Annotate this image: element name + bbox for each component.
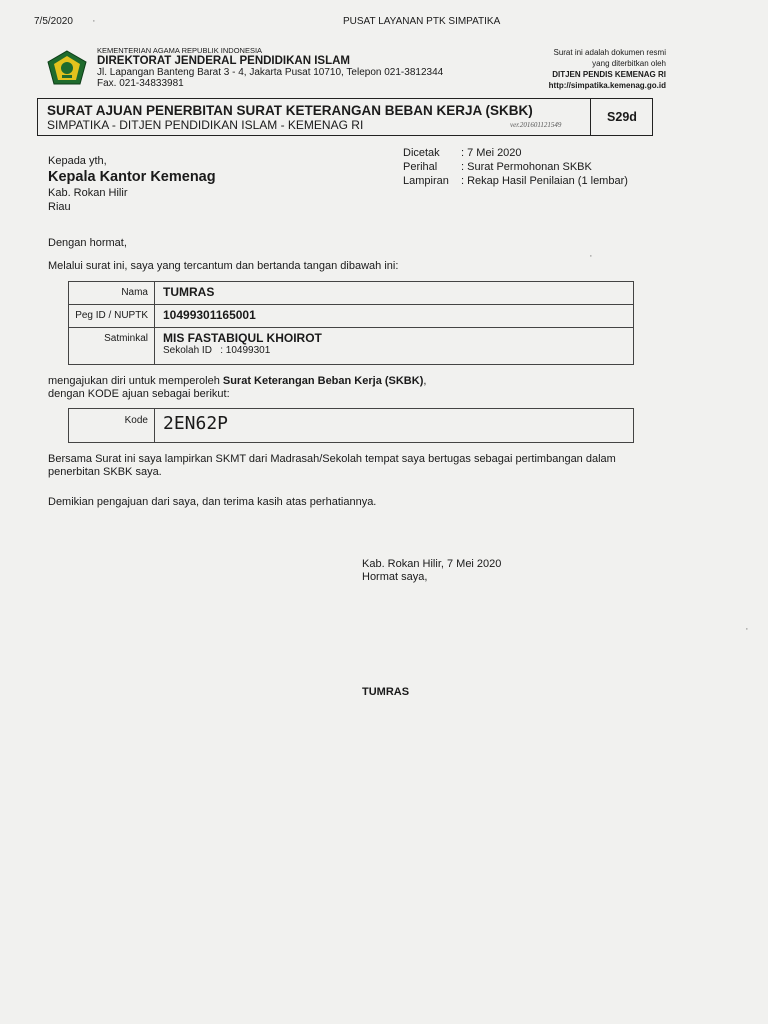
- notice-line: yang diterbitkan oleh: [592, 59, 666, 68]
- kode-label: Kode: [69, 409, 155, 442]
- kemenag-logo-icon: [46, 50, 88, 86]
- recipient-block: [48, 154, 216, 214]
- identity-table: [68, 281, 634, 365]
- kode-value: 2EN62P: [163, 413, 229, 434]
- closing-paragraph: Demikian pengajuan dari saya, dan terima kasih atas perhatiannya.: [48, 496, 377, 508]
- address: Jl. Lapangan Banteng Barat 3 - 4, Jakarta Pusat 10710, Telepon 021-3812344: [97, 67, 444, 78]
- meta-value: : Rekap Hasil Penilaian (1 lembar): [461, 175, 628, 187]
- letter-meta: [403, 146, 628, 188]
- official-notice: [549, 47, 666, 91]
- document-title: SURAT AJUAN PENERBITAN SURAT KETERANGAN BEBAN KERJA (SKBK): [47, 103, 533, 118]
- meta-value: : 7 Mei 2020: [461, 147, 522, 159]
- regards: Hormat saya,: [362, 571, 428, 583]
- recipient-city: Kab. Rokan Hilir: [48, 187, 128, 199]
- meta-value: : Surat Permohonan SKBK: [461, 161, 592, 173]
- field-label: Satminkal: [69, 328, 155, 364]
- place-date: Kab. Rokan Hilir, 7 Mei 2020: [362, 558, 502, 570]
- notice-url: http://simpatika.kemenag.go.id: [548, 81, 666, 90]
- attachment-text: Bersama Surat ini saya lampirkan SKMT dari Madrasah/Sekolah tempat saya bertugas sebagai pertimbangan dalam: [48, 453, 616, 465]
- document-subtitle: SIMPATIKA - DITJEN PENDIDIKAN ISLAM - KEMENAG RI: [47, 118, 364, 132]
- salutation: Dengan hormat,: [48, 237, 127, 249]
- scan-speck: ·: [745, 623, 749, 635]
- name-value: TUMRAS: [163, 285, 215, 299]
- meta-label: Lampiran: [403, 175, 449, 187]
- apply-text: ,: [423, 375, 427, 387]
- table-row: [69, 282, 633, 304]
- print-header-title: PUSAT LAYANAN PTK SIMPATIKA: [343, 16, 501, 27]
- school-id: Sekolah ID : 10499301: [163, 345, 271, 356]
- version-label: ver.201601121549: [510, 121, 562, 129]
- skbk-emphasis: Surat Keterangan Beban Kerja (SKBK): [222, 375, 424, 387]
- scan-speck: ·: [92, 15, 96, 27]
- kode-box: [68, 408, 634, 443]
- notice-line: Surat ini adalah dokumen resmi: [553, 48, 666, 57]
- apply-paragraph: [48, 375, 426, 401]
- peg-id-value: 10499301165001: [163, 308, 256, 322]
- notice-issuer: DITJEN PENDIS KEMENAG RI: [552, 70, 666, 79]
- intro-paragraph: Melalui surat ini, saya yang tercantum dan bertanda tangan dibawah ini:: [48, 260, 399, 272]
- table-row: [69, 327, 633, 364]
- field-label: Peg ID / NUPTK: [69, 305, 155, 327]
- fax: Fax. 021-34833981: [97, 78, 184, 89]
- organization-header: [97, 45, 443, 89]
- satminkal-value: MIS FASTABIQUL KHOIROT: [163, 331, 322, 345]
- print-date: 7/5/2020: [34, 16, 73, 27]
- ministry-name: KEMENTERIAN AGAMA REPUBLIK INDONESIA: [97, 46, 263, 55]
- meta-label: Dicetak: [403, 147, 440, 159]
- attachment-paragraph: [48, 453, 616, 479]
- apply-text: mengajukan diri untuk memperoleh: [48, 375, 223, 387]
- document-code: S29d: [590, 99, 653, 135]
- attachment-text: penerbitan SKBK saya.: [48, 466, 162, 478]
- table-row: [69, 304, 633, 327]
- recipient-name: Kepala Kantor Kemenag: [48, 169, 216, 185]
- signer-name: TUMRAS: [362, 686, 410, 698]
- greeting: Kepada yth,: [48, 155, 107, 167]
- scan-speck: ·: [589, 250, 593, 262]
- directorate-name: DIREKTORAT JENDERAL PENDIDIKAN ISLAM: [97, 55, 351, 67]
- recipient-province: Riau: [48, 201, 71, 213]
- apply-text: dengan KODE ajuan sebagai berikut:: [48, 388, 230, 400]
- document-title-box: [37, 98, 653, 136]
- meta-label: Perihal: [403, 161, 438, 173]
- field-label: Nama: [69, 282, 155, 304]
- signature-block: [362, 558, 501, 584]
